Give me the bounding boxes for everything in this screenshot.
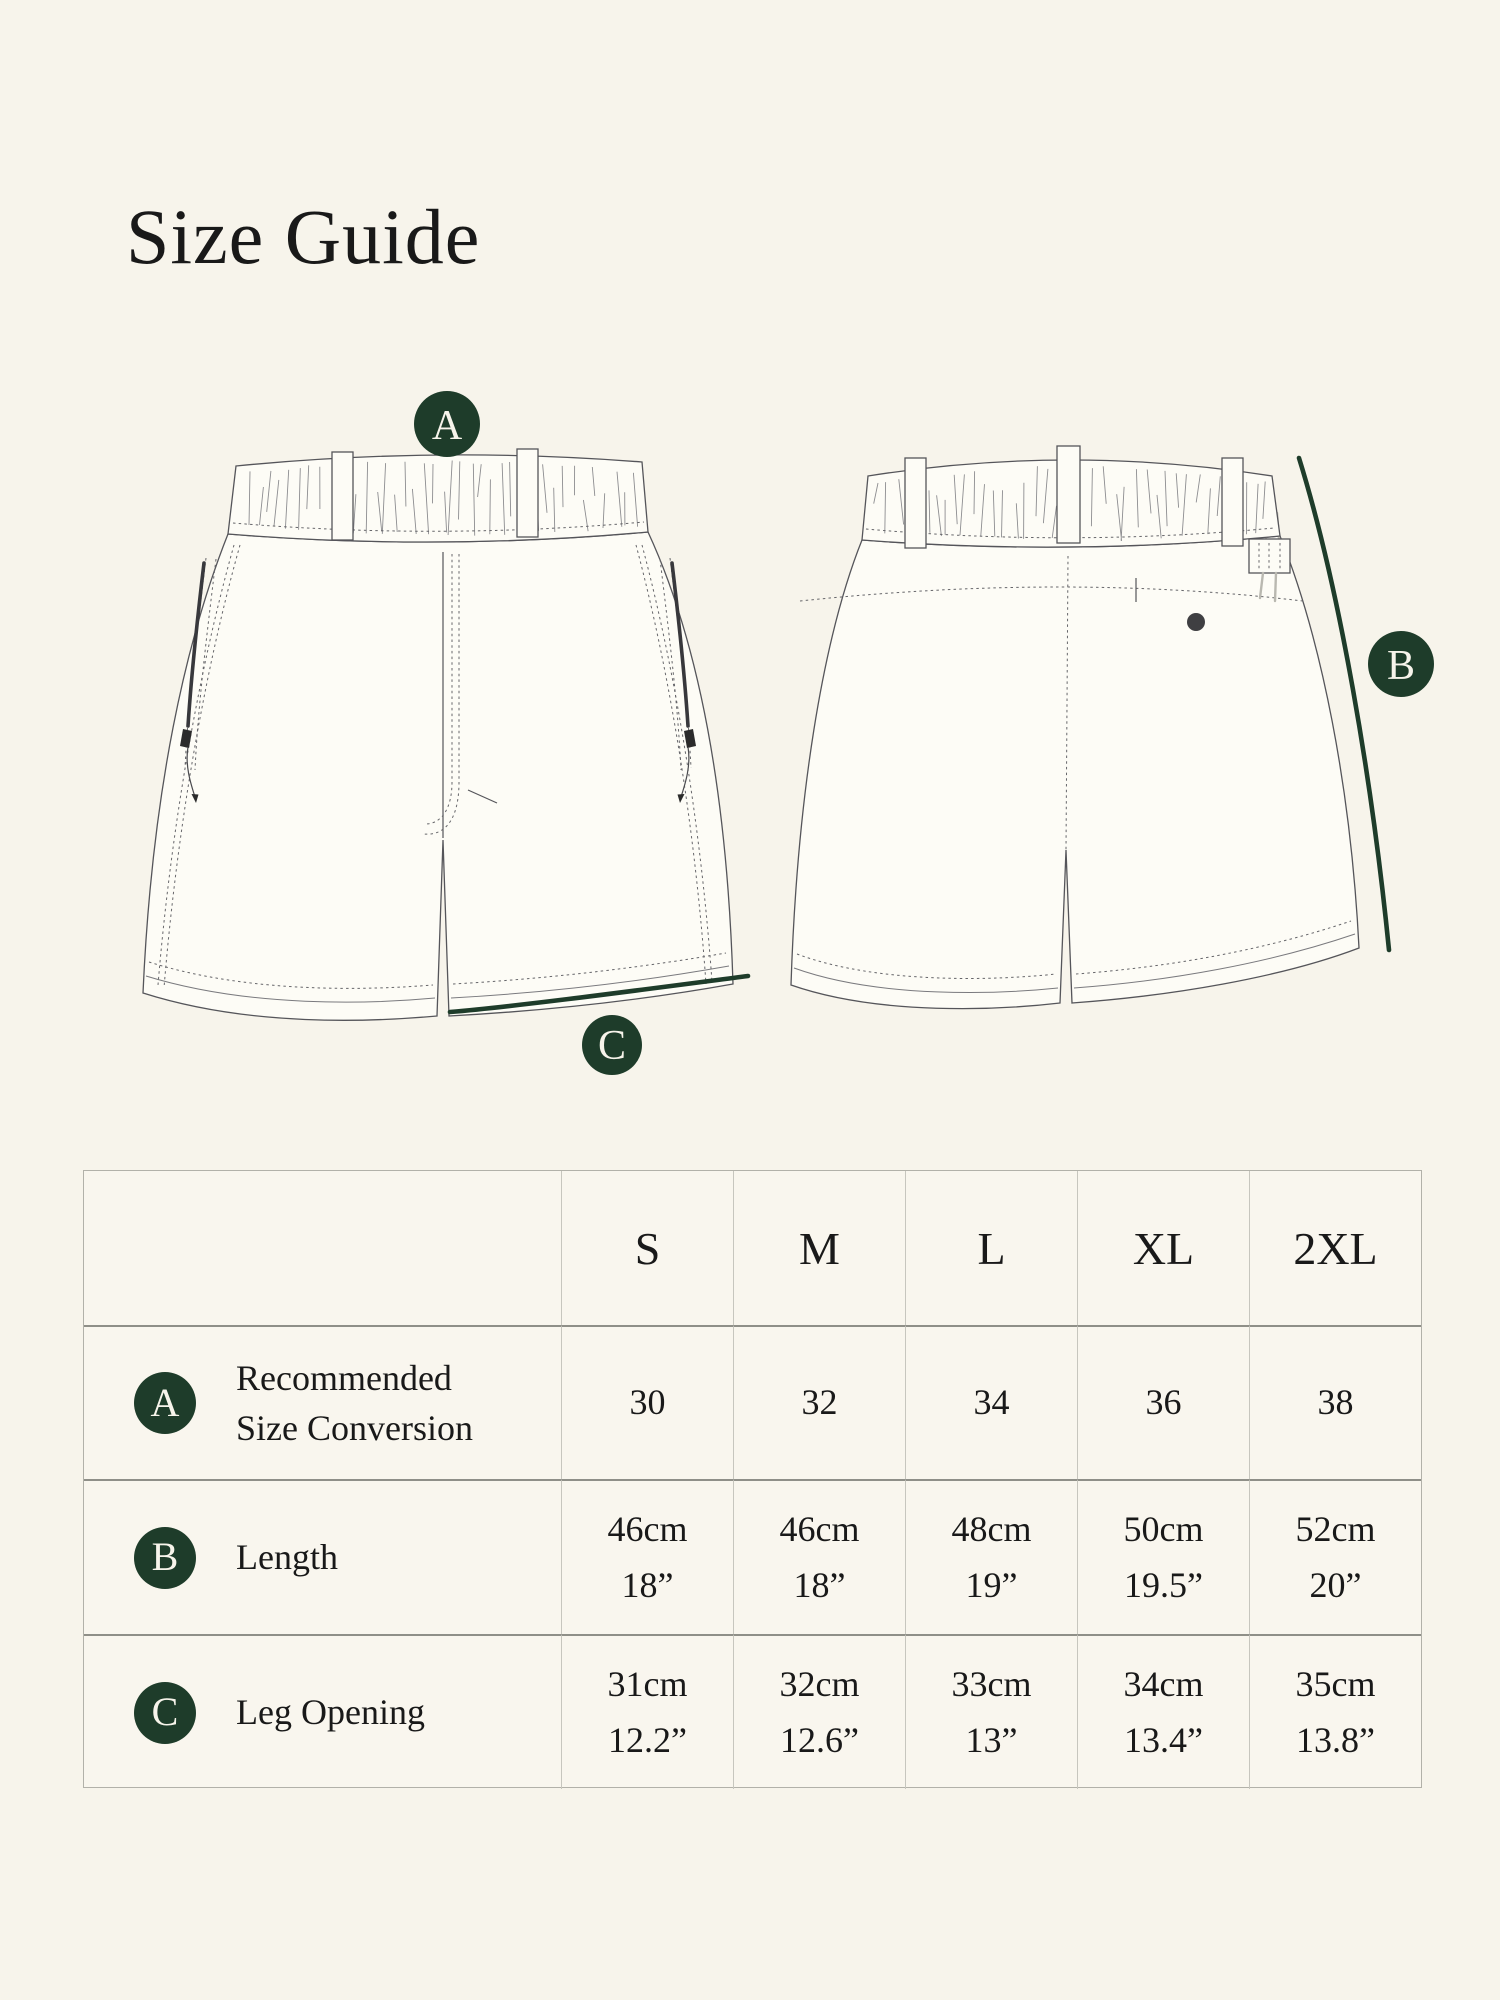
front-body-outline xyxy=(143,532,733,1020)
column-header-l: L xyxy=(905,1171,1077,1325)
marker-b-badge xyxy=(1368,631,1434,697)
table-cell: 30 xyxy=(561,1325,733,1479)
row-label-text: Recommended Size Conversion xyxy=(236,1357,473,1448)
front-view-drawing xyxy=(143,449,733,1020)
table-cell: 46cm 18” xyxy=(733,1479,905,1634)
back-belt-loop xyxy=(905,458,926,548)
svg-text:B: B xyxy=(1386,643,1416,689)
table-cell: 46cm 18” xyxy=(561,1479,733,1634)
back-button-icon xyxy=(1187,613,1205,631)
page-title: Size Guide xyxy=(126,193,481,280)
row-label-text: Length xyxy=(236,1537,338,1578)
back-body-outline xyxy=(791,536,1359,1009)
table-cell: 33cm 13” xyxy=(905,1634,1077,1789)
front-waistband xyxy=(228,455,648,542)
svg-text:A: A xyxy=(431,403,463,449)
table-cell: 31cm 12.2” xyxy=(561,1634,733,1789)
marker-c-badge xyxy=(582,1015,642,1075)
front-belt-loop xyxy=(517,449,538,537)
table-cell: 32cm 12.6” xyxy=(733,1634,905,1789)
svg-text:C: C xyxy=(597,1023,627,1069)
table-cell: 34cm 13.4” xyxy=(1077,1634,1249,1789)
back-belt-loop xyxy=(1222,458,1243,546)
table-cell: 36 xyxy=(1077,1325,1249,1479)
row-label-leg-opening xyxy=(84,1634,561,1789)
table-cell: 35cm 13.8” xyxy=(1249,1634,1421,1789)
table-cell: 52cm 20” xyxy=(1249,1479,1421,1634)
back-view-drawing xyxy=(791,446,1359,1009)
table-cell: 34 xyxy=(905,1325,1077,1479)
table-cell: 48cm 19” xyxy=(905,1479,1077,1634)
table-cell: 38 xyxy=(1249,1325,1421,1479)
row-label-length xyxy=(84,1479,561,1634)
row-label-recommended-size xyxy=(84,1325,561,1479)
column-header-2xl: 2XL xyxy=(1249,1171,1421,1325)
column-header-xl: XL xyxy=(1077,1171,1249,1325)
table-marker-a-badge: A xyxy=(134,1372,196,1434)
back-belt-loop xyxy=(1057,446,1080,543)
column-header-s: S xyxy=(561,1171,733,1325)
table-marker-c-badge: C xyxy=(134,1682,196,1744)
table-cell: 50cm 19.5” xyxy=(1077,1479,1249,1634)
marker-a-badge xyxy=(414,391,480,457)
table-cell: 32 xyxy=(733,1325,905,1479)
front-belt-loop xyxy=(332,452,353,540)
size-table xyxy=(83,1170,1422,1788)
table-marker-b-badge: B xyxy=(134,1527,196,1589)
column-header-m: M xyxy=(733,1171,905,1325)
row-label-text: Leg Opening xyxy=(236,1692,425,1733)
table-corner-cell xyxy=(84,1171,561,1325)
